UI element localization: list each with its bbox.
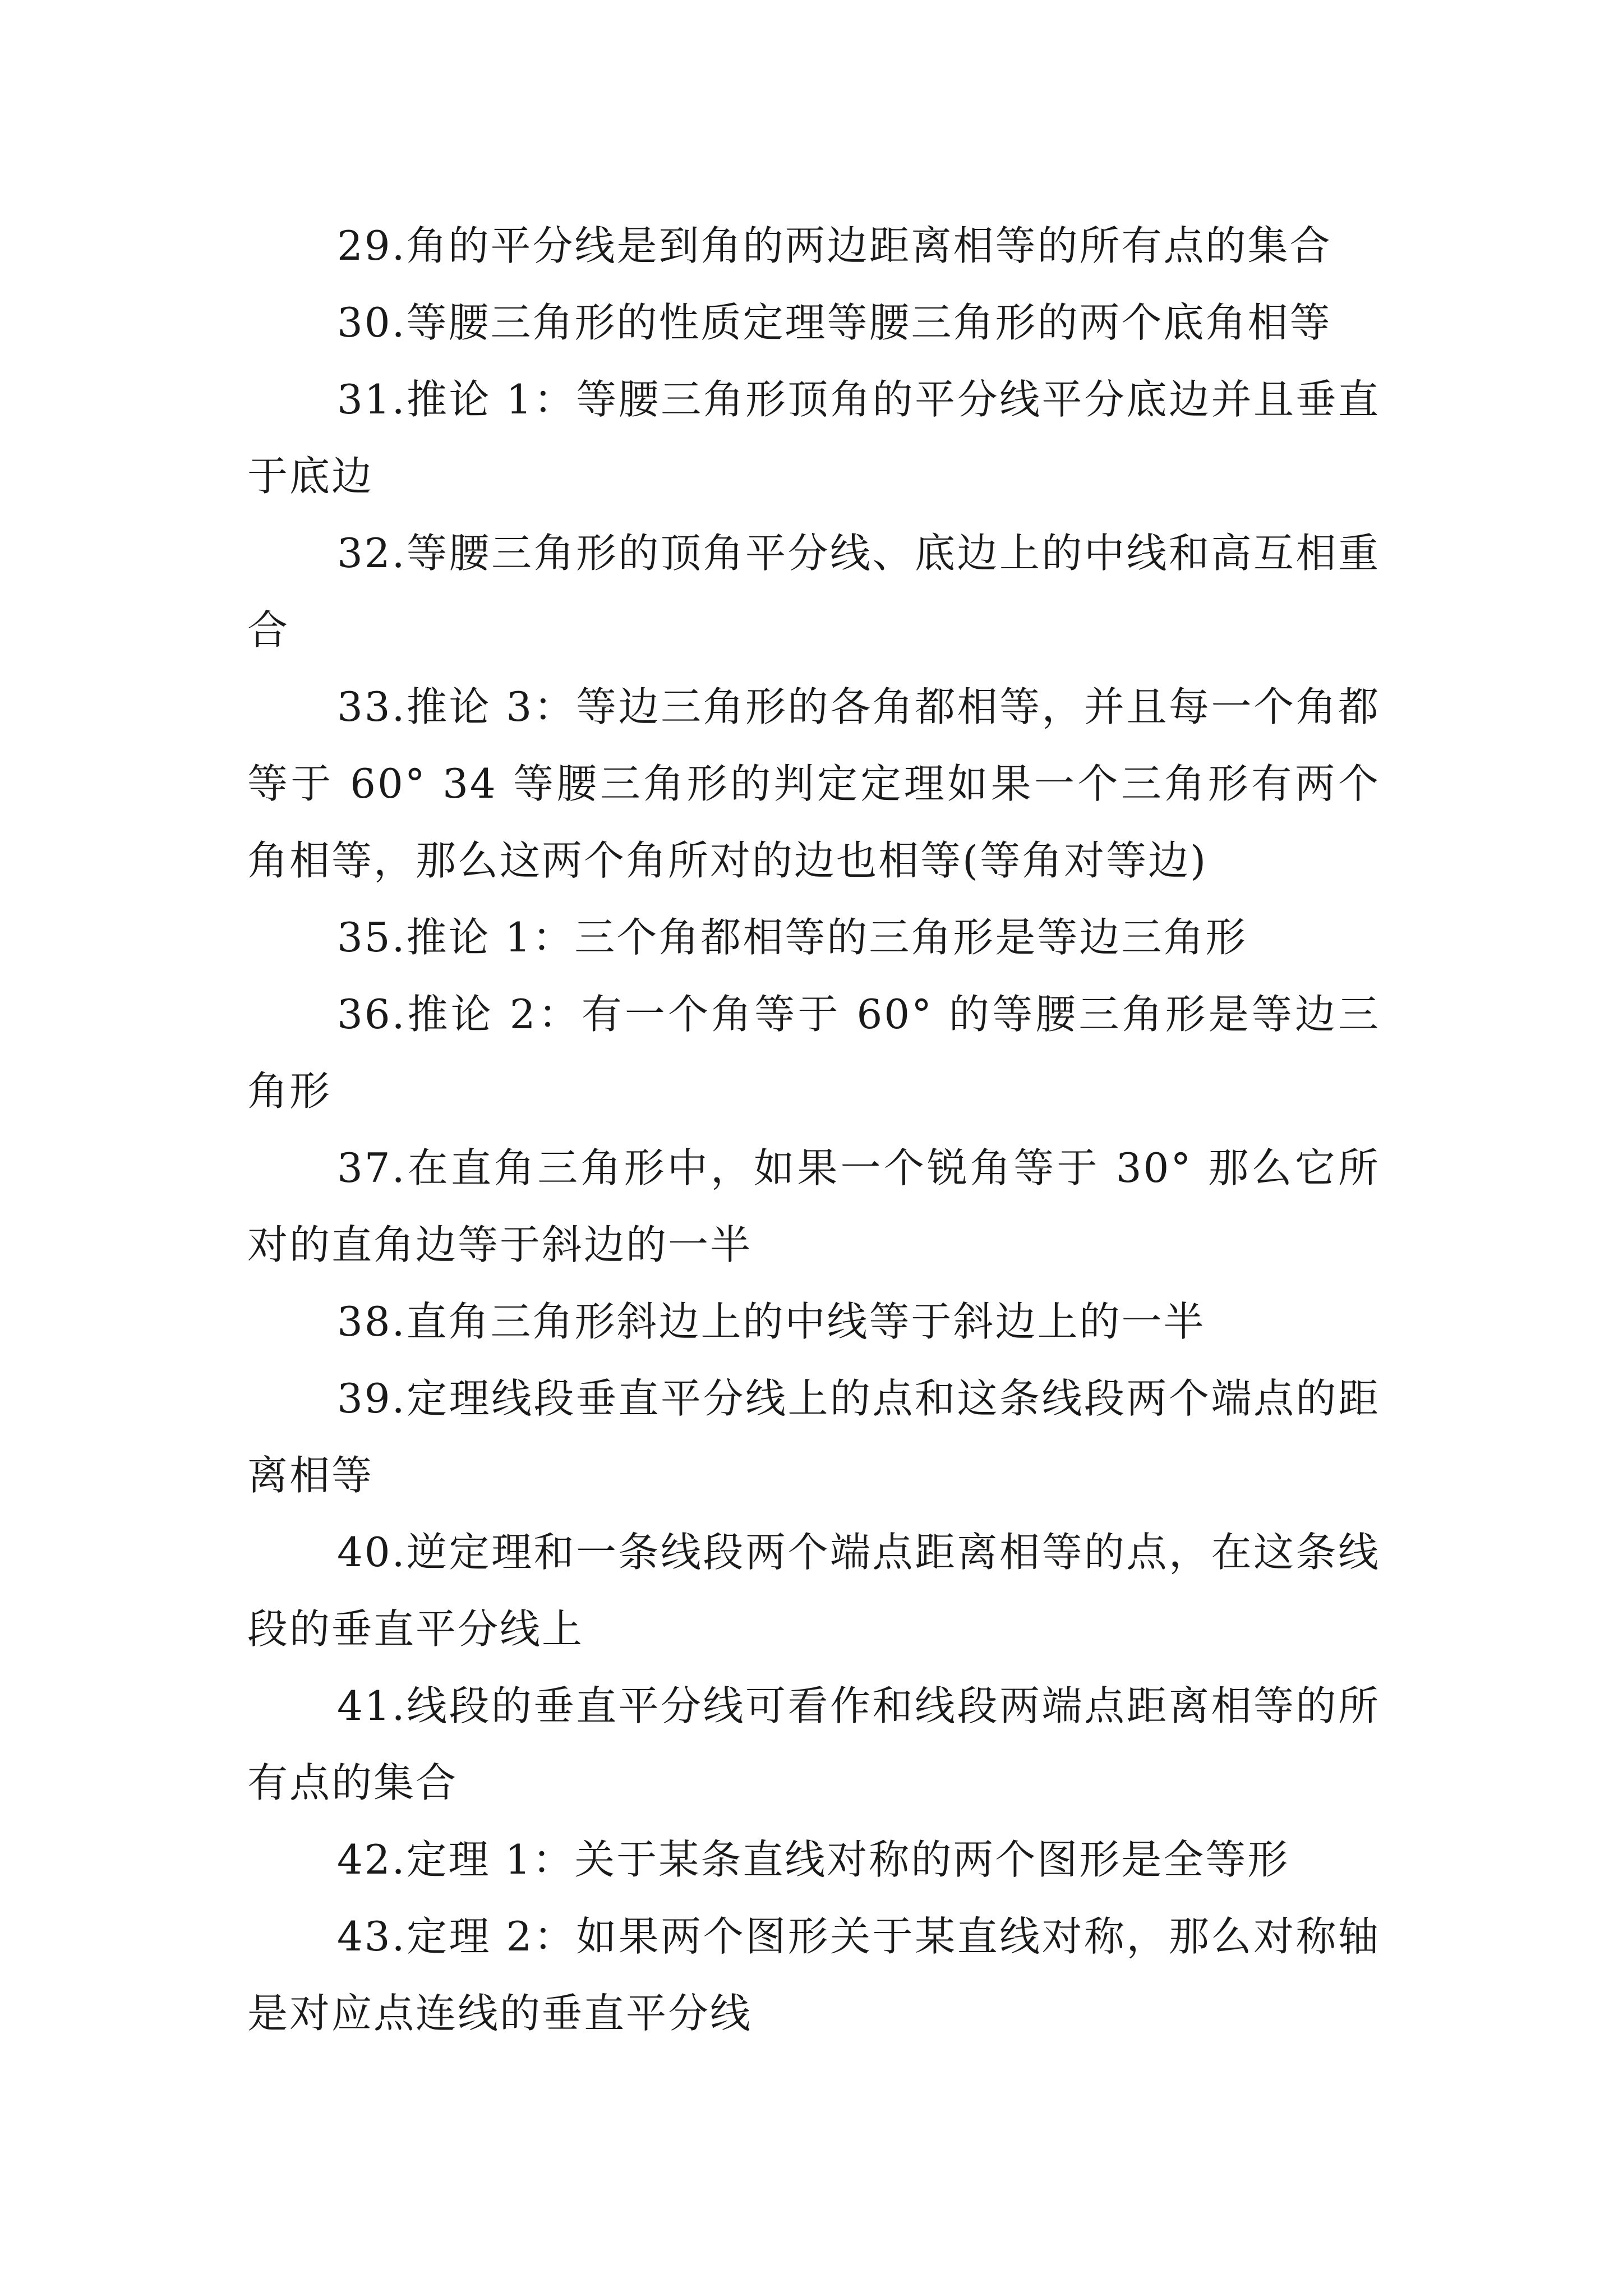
paragraph-29: 29.角的平分线是到角的两边距离相等的所有点的集合 [337,222,1332,269]
paragraph-42: 42.定理 1：关于某条直线对称的两个图形是全等形 [337,1836,1290,1883]
paragraph-37: 37.在直角三角形中，如果一个锐角等于 30° 那么它所对的直角边等于斜边的一半 [247,1144,1380,1268]
paragraph-40: 40.逆定理和一条线段两个端点距离相等的点，在这条线段的垂直平分线上 [247,1529,1380,1653]
paragraph-30: 30.等腰三角形的性质定理等腰三角形的两个底角相等 [337,299,1332,346]
paragraph-33-34: 33.推论 3：等边三角形的各角都相等，并且每一个角都等于 60° 34 等腰三角形的判定定理如果一个三角形有两个角相等，那么这两个角所对的边也相等(等角对等边) [247,683,1380,884]
paragraph-39: 39.定理线段垂直平分线上的点和这条线段两个端点的距离相等 [247,1375,1380,1499]
paragraph-38: 38.直角三角形斜边上的中线等于斜边上的一半 [337,1298,1206,1345]
paragraph-36: 36.推论 2：有一个角等于 60° 的等腰三角形是等边三角形 [247,991,1380,1115]
paragraph-41: 41.线段的垂直平分线可看作和线段两端点距离相等的所有点的集合 [247,1682,1380,1806]
document-body [247,208,1380,2052]
paragraph-32: 32.等腰三角形的顶角平分线、底边上的中线和高互相重合 [247,530,1380,654]
paragraph-35: 35.推论 1：三个角都相等的三角形是等边三角形 [337,914,1248,961]
paragraph-31: 31.推论 1：等腰三角形顶角的平分线平分底边并且垂直于底边 [247,376,1380,500]
paragraph-43: 43.定理 2：如果两个图形关于某直线对称，那么对称轴是对应点连线的垂直平分线 [247,1913,1380,2037]
